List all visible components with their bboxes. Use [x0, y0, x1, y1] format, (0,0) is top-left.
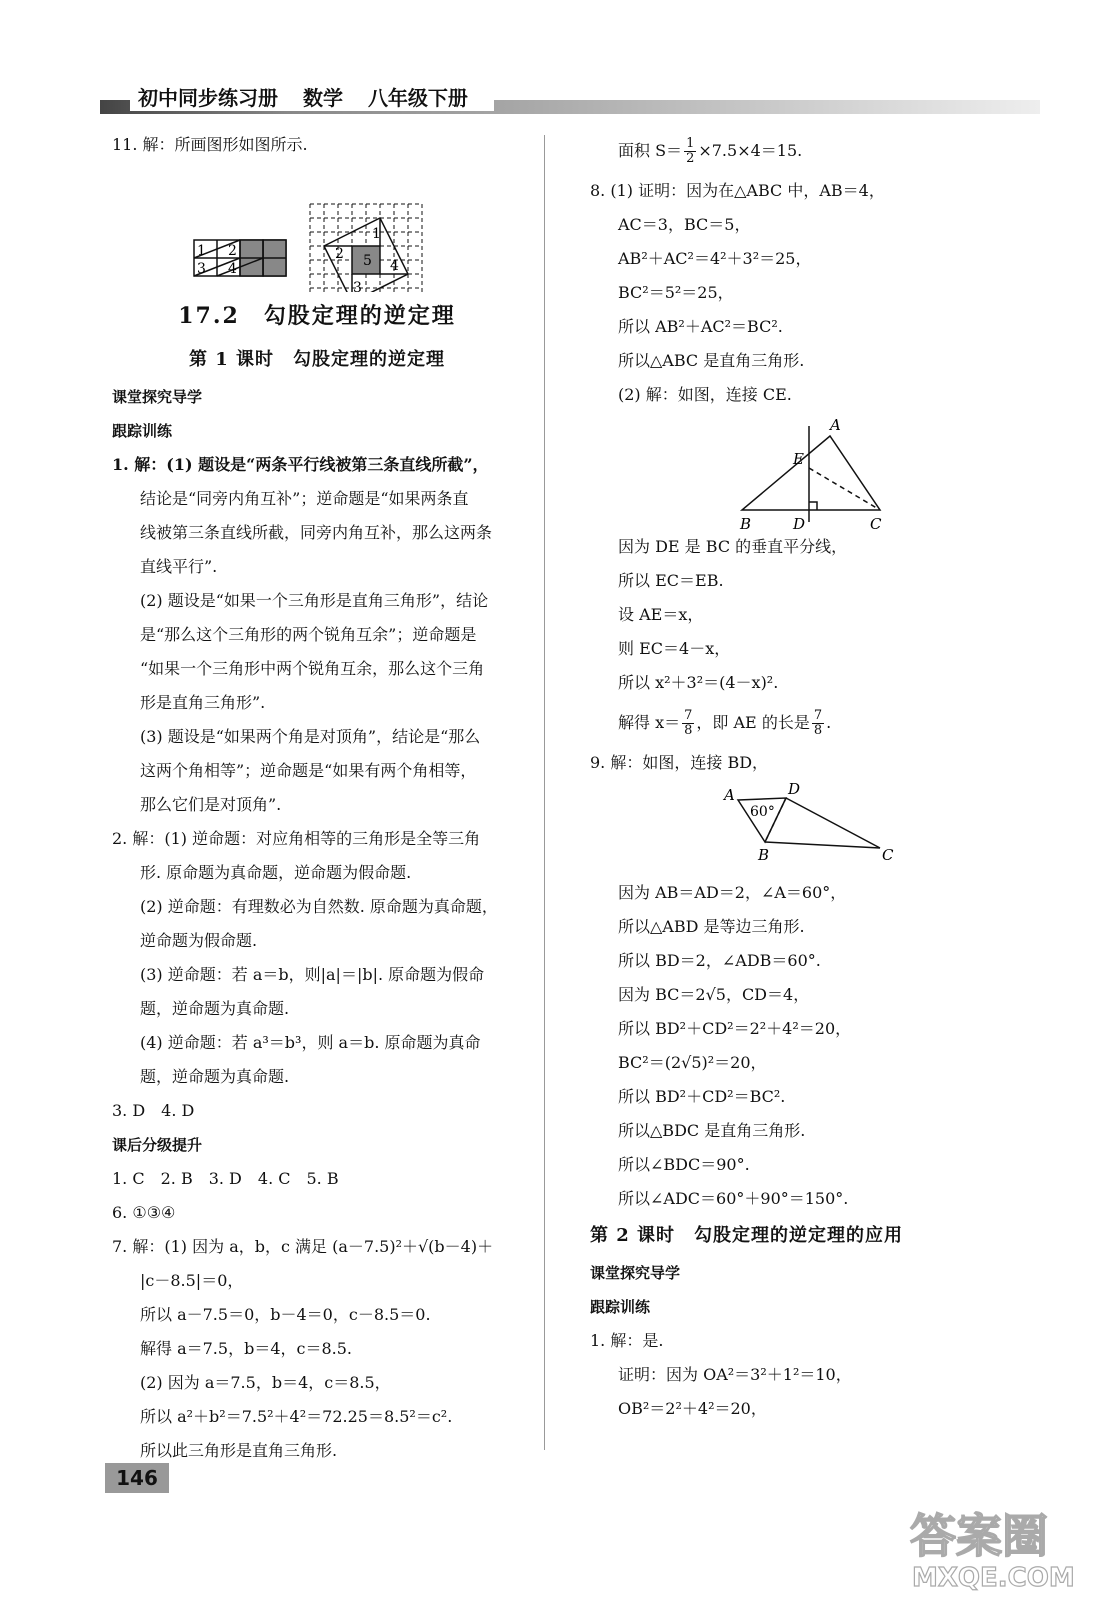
- solve-den-2: 8: [813, 723, 823, 738]
- q9-line: 所以∠BDC＝90°.: [618, 1155, 750, 1174]
- fig9-label-D: D: [788, 780, 801, 798]
- right-column: [590, 128, 1030, 1426]
- solve-prefix: 解得 x＝: [618, 713, 681, 732]
- q9-line: 所以△ABD 是等边三角形.: [618, 917, 805, 936]
- column-divider: [544, 135, 545, 1450]
- fig9-label-A: A: [724, 786, 735, 804]
- q1-line: 那么它们是对顶角”.: [140, 795, 282, 814]
- left-column: [112, 128, 522, 1468]
- fig11-left-label-2: 2: [228, 243, 237, 259]
- solve-den-1: 8: [684, 723, 693, 738]
- q2-line: (3) 逆命题：若 a＝b，则|a|＝|b|. 原命题为假命: [140, 965, 485, 984]
- fig8-label-E: E: [793, 450, 804, 468]
- q8b-line: 所以 EC＝EB.: [618, 571, 724, 590]
- page-header: [100, 78, 1095, 128]
- fig8-label-B: B: [740, 515, 752, 530]
- fig11-left-grid: [194, 240, 286, 276]
- q34-answers: 3. D 4. D: [112, 1101, 195, 1120]
- fig8-label-C: C: [870, 515, 882, 530]
- watermark-text-1: 答案圈: [910, 1509, 1048, 1563]
- q8-line: 8. (1) 证明：因为在△ABC 中，AB＝4，: [590, 181, 885, 200]
- q8b-line: 则 EC＝4－x，: [618, 639, 731, 658]
- q9-line: 所以 BD＝2，∠ADB＝60°.: [618, 951, 821, 970]
- figure-q9-svg: [590, 780, 1030, 876]
- q7-line: 所以 a²＋b²＝7.5²＋4²＝72.25＝8.5²＝c².: [140, 1407, 453, 1426]
- fig9-label-B: B: [758, 846, 770, 864]
- q9-line: 所以∠ADC＝60°＋90°＝150°.: [618, 1189, 849, 1208]
- fig11-right-label-4: 4: [390, 258, 399, 274]
- q1b-line: OB²＝2²＋4²＝20，: [618, 1399, 767, 1418]
- q9-line: BC²＝(2√5)²＝20，: [618, 1053, 767, 1072]
- q1-line: 1. 解：(1) 题设是“两条平行线被第三条直线所截”，: [112, 455, 489, 474]
- q2-line: (4) 逆命题：若 a³＝b³，则 a＝b. 原命题为真命: [140, 1033, 481, 1052]
- heading-ketang: 课堂探究导学: [112, 388, 203, 406]
- q8b-line: 因为 DE 是 BC 的垂直平分线，: [618, 537, 848, 556]
- area-formula: [590, 128, 1030, 174]
- q8-line: AB²＋AC²＝4²＋3²＝25，: [618, 249, 812, 268]
- q7-line: 7. 解：(1) 因为 a，b，c 满足 (a－7.5)²＋√(b－4)＋: [112, 1237, 494, 1256]
- figure-q11-svg: [112, 162, 522, 292]
- q8-solution: [590, 700, 1030, 746]
- header-title: [130, 82, 494, 111]
- solve-fraction-2: [812, 709, 824, 738]
- header-grade: 八年级下册: [367, 86, 468, 110]
- heading-genzong-2: 跟踪训练: [590, 1298, 651, 1316]
- q7-line: |c－8.5|＝0，: [140, 1271, 244, 1290]
- header-book: 初中同步练习册: [138, 86, 278, 110]
- fig11-left-label-3: 3: [197, 261, 206, 277]
- q1-line: “如果一个三角形中两个锐角互余，那么这个三角: [140, 659, 485, 678]
- fig11-right-label-1: 1: [372, 226, 381, 242]
- q11-text: 11. 解：所画图形如图所示.: [112, 135, 308, 154]
- figure-q8: [590, 412, 1030, 530]
- lesson2-title: 第 2 课时 勾股定理的逆定理的应用: [590, 1225, 904, 1246]
- q1-line: 线被第三条直线所截，同旁内角互补，那么这两条: [140, 523, 493, 542]
- q8-line: AC＝3，BC＝5，: [618, 215, 751, 234]
- figure-q11: [112, 162, 522, 292]
- fig11-right-label-5: 5: [363, 253, 372, 269]
- fig8-label-D: D: [793, 515, 806, 530]
- heading-ketang-2: 课堂探究导学: [590, 1264, 681, 1282]
- page-number: 146: [105, 1463, 169, 1493]
- header-subject: 数学: [302, 86, 343, 110]
- q8-line: 所以 AB²＋AC²＝BC².: [618, 317, 783, 336]
- figure-q9: [590, 780, 1030, 876]
- q1-line: (2) 题设是“如果一个三角形是直角三角形”，结论: [140, 591, 489, 610]
- q8-line: 所以△ABC 是直角三角形.: [618, 351, 805, 370]
- q9-text: 9. 解：如图，连接 BD，: [590, 753, 769, 772]
- fig11-left-label-1: 1: [197, 243, 206, 259]
- watermark: [890, 1500, 1090, 1595]
- area-fraction: [684, 137, 696, 166]
- section-title: 17.2 勾股定理的逆定理: [178, 303, 456, 329]
- fig11-right-label-2: 2: [335, 246, 344, 262]
- fig8-label-A: A: [830, 416, 841, 434]
- q2-line: 形. 原命题为真命题，逆命题为假命题.: [140, 863, 412, 882]
- q1-line: 这两个角相等”；逆命题是“如果有两个角相等，: [140, 761, 477, 780]
- q2-line: 2. 解：(1) 逆命题：对应角相等的三角形是全等三角: [112, 829, 481, 848]
- fig11-right-label-3: 3: [353, 280, 362, 292]
- solve-num-2: 7: [813, 708, 823, 723]
- q1b-line: 证明：因为 OA²＝3²＋1²＝10，: [618, 1365, 852, 1384]
- area-den: 2: [686, 151, 695, 166]
- heading-genzong: 跟踪训练: [112, 422, 173, 440]
- solve-mid: ，即 AE 的长是: [696, 713, 810, 732]
- area-prefix: 面积 S＝: [618, 141, 683, 160]
- q9-line: 因为 AB＝AD＝2，∠A＝60°，: [618, 883, 847, 902]
- solve-end: .: [826, 713, 832, 732]
- q1-line: 是“那么这个三角形的两个锐角互余”；逆命题是: [140, 625, 477, 644]
- q7-line: 解得 a＝7.5，b＝4，c＝8.5.: [140, 1339, 352, 1358]
- q2-line: 题，逆命题为真命题.: [140, 999, 290, 1018]
- q8b-line: 所以 x²＋3²＝(4－x)².: [618, 673, 779, 692]
- q9-line: 所以 BD²＋CD²＝2²＋4²＝20，: [618, 1019, 852, 1038]
- q8-line: BC²＝5²＝25，: [618, 283, 734, 302]
- solve-fraction-1: [682, 709, 694, 738]
- q7-line: 所以 a－7.5＝0，b－4＝0，c－8.5＝0.: [140, 1305, 431, 1324]
- q1b-line: 1. 解：是.: [590, 1331, 664, 1350]
- figure-q8-svg: [590, 412, 1030, 530]
- q1-line: (3) 题设是“如果两个角是对顶角”，结论是“那么: [140, 727, 481, 746]
- answer-6: 6. ①③④: [112, 1203, 176, 1222]
- q7-line: (2) 因为 a＝7.5，b＝4，c＝8.5，: [140, 1373, 391, 1392]
- q9-line: 所以△BDC 是直角三角形.: [618, 1121, 806, 1140]
- q7-line: 所以此三角形是直角三角形.: [140, 1441, 338, 1460]
- q9-line: 因为 BC＝2√5，CD＝4，: [618, 985, 810, 1004]
- q8b-line: 设 AE＝x，: [618, 605, 704, 624]
- heading-kehou: 课后分级提升: [112, 1136, 203, 1154]
- q2-line: 题，逆命题为真命题.: [140, 1067, 290, 1086]
- fig11-left-label-4: 4: [228, 261, 237, 277]
- q1-line: 直线平行”.: [140, 557, 218, 576]
- answers-1-5: 1. C 2. B 3. D 4. C 5. B: [112, 1169, 339, 1188]
- q8-line: (2) 解：如图，连接 CE.: [618, 385, 792, 404]
- fig9-label-C: C: [882, 846, 894, 864]
- q1-line: 结论是“同旁内角互补”；逆命题是“如果两条直: [140, 489, 469, 508]
- q9-line: 所以 BD²＋CD²＝BC².: [618, 1087, 786, 1106]
- area-suffix: ×7.5×4＝15.: [698, 141, 803, 160]
- q2-line: 逆命题为假命题.: [140, 931, 258, 950]
- q1-line: 形是直角三角形”.: [140, 693, 266, 712]
- fig9-angle-label: 60°: [750, 804, 775, 820]
- area-num: 1: [686, 136, 695, 151]
- watermark-text-2: MXQE.COM: [912, 1563, 1075, 1593]
- lesson1-title: 第 1 课时 勾股定理的逆定理: [188, 349, 446, 370]
- solve-num-1: 7: [684, 708, 693, 723]
- q2-line: (2) 逆命题：有理数必为自然数. 原命题为真命题，: [140, 897, 498, 916]
